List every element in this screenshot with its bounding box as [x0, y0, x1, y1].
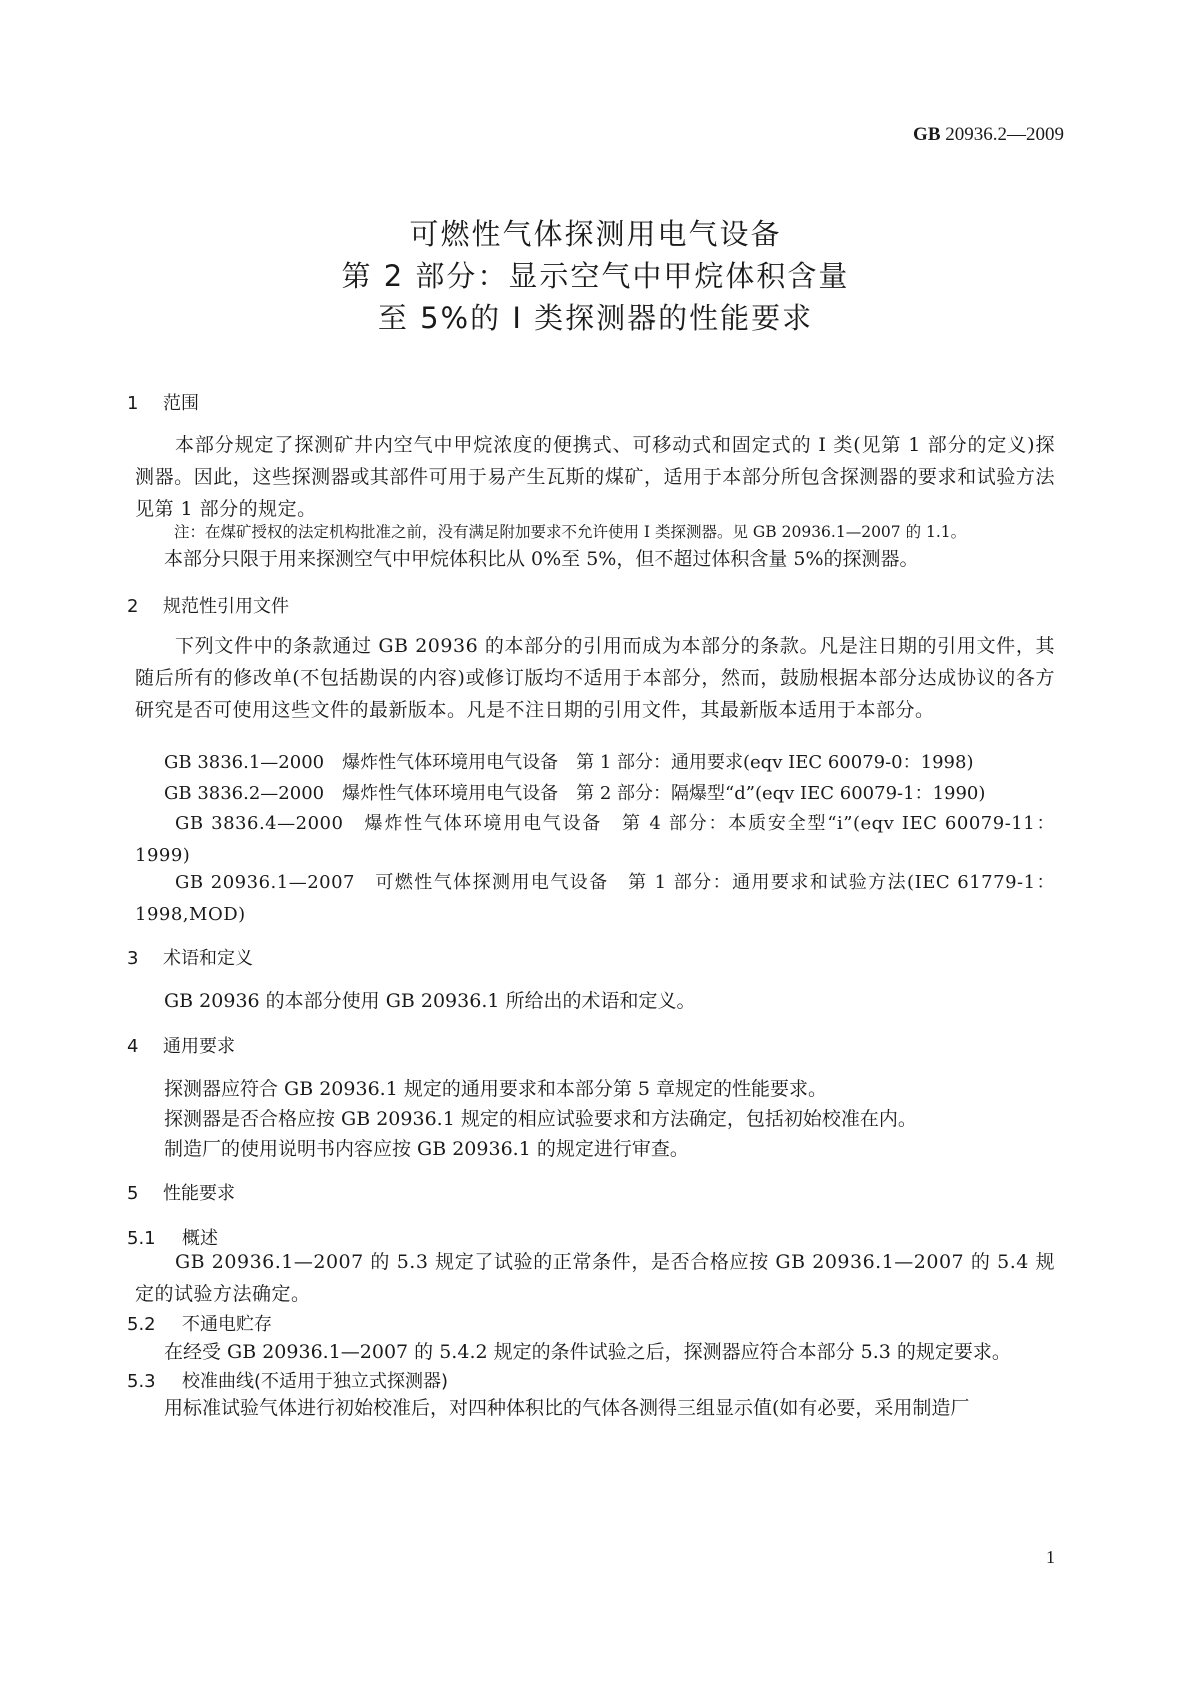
section-2-heading: [127, 592, 289, 618]
section-title: 通用要求: [163, 1036, 235, 1057]
subsection-5-3-paragraph: 用标准试验气体进行初始校准后，对四种体积比的气体各测得三组显示值(如有必要，采用制造厂: [164, 1397, 970, 1419]
subsection-number: 5.1: [127, 1228, 156, 1249]
standard-prefix: GB: [913, 124, 941, 145]
reference-item: GB 3836.4—2000 爆炸性气体环境用电气设备 第 4 部分：本质安全型“i”(eqv IEC 60079-11：1999): [135, 813, 1055, 866]
subsection-5-2-paragraph: 在经受 GB 20936.1—2007 的 5.4.2 规定的条件试验之后，探测器应符合本部分 5.3 的规定要求。: [164, 1341, 1011, 1363]
reference-item: GB 3836.2—2000 爆炸性气体环境用电气设备 第 2 部分：隔爆型“d”(eqv IEC 60079-1：1990): [164, 783, 986, 804]
section-title: 规范性引用文件: [163, 596, 289, 617]
section-5-heading: [127, 1179, 235, 1205]
document-title-line-2: 第 2 部分：显示空气中甲烷体积含量: [341, 259, 850, 293]
section-1-note: 注：在煤矿授权的法定机构批准之前，没有满足附加要求不允许使用 I 类探测器。见 GB 20936.1—2007 的 1.1。: [174, 523, 967, 541]
section-1-paragraph-1: 本部分规定了探测矿井内空气中甲烷浓度的便携式、可移动式和固定式的 I 类(见第 1 部分的定义)探测器。因此，这些探测器或其部件可用于易产生瓦斯的煤矿，适用于本部分所包含探测器的要求和试验方法见第 1 部分的规定。: [135, 434, 1055, 520]
document-title-line-1: 可燃性气体探测用电气设备: [409, 217, 782, 251]
section-4-paragraph-3: 制造厂的使用说明书内容应按 GB 20936.1 的规定进行审查。: [164, 1138, 689, 1160]
section-4-heading: [127, 1032, 235, 1058]
standard-number: [913, 124, 1064, 146]
section-number: 3: [127, 948, 139, 969]
section-number: 5: [127, 1183, 139, 1204]
subsection-title: 校准曲线(不适用于独立式探测器): [182, 1371, 449, 1392]
page-number: 1: [1046, 1547, 1055, 1567]
section-3-heading: [127, 944, 253, 970]
reference-item: GB 3836.1—2000 爆炸性气体环境用电气设备 第 1 部分：通用要求(eqv IEC 60079-0：1998): [164, 752, 974, 773]
subsection-5-2-heading: [127, 1310, 272, 1336]
section-number: 4: [127, 1036, 139, 1057]
subsection-title: 不通电贮存: [182, 1314, 272, 1335]
reference-item: GB 20936.1—2007 可燃性气体探测用电气设备 第 1 部分：通用要求和试验方法(IEC 61779-1：1998,MOD): [135, 872, 1055, 925]
subsection-number: 5.2: [127, 1314, 156, 1335]
document-title-line-3: 至 5%的 I 类探测器的性能要求: [377, 301, 814, 335]
section-title: 性能要求: [163, 1183, 235, 1204]
section-number: 2: [127, 596, 139, 617]
section-4-paragraph-2: 探测器是否合格应按 GB 20936.1 规定的相应试验要求和方法确定，包括初始校准在内。: [164, 1108, 917, 1130]
section-4-paragraph-1: 探测器应符合 GB 20936.1 规定的通用要求和本部分第 5 章规定的性能要求。: [164, 1078, 827, 1100]
subsection-5-1-paragraph: GB 20936.1—2007 的 5.3 规定了试验的正常条件，是否合格应按 GB 20936.1—2007 的 5.4 规定的试验方法确定。: [135, 1251, 1055, 1305]
section-2-paragraph-1: 下列文件中的条款通过 GB 20936 的本部分的引用而成为本部分的条款。凡是注日期的引用文件，其随后所有的修改单(不包括勘误的内容)或修订版均不适用于本部分，然而，鼓励根据本部分达成协议的各方研究是否可使用这些文件的最新版本。凡是不注日期的引用文件，其最新版本适用于本部分。: [135, 635, 1055, 721]
subsection-number: 5.3: [127, 1371, 156, 1392]
section-1-heading: [127, 389, 199, 415]
section-3-paragraph-1: GB 20936 的本部分使用 GB 20936.1 所给出的术语和定义。: [164, 990, 696, 1012]
subsection-title: 概述: [182, 1228, 218, 1249]
standard-code: 20936.2—2009: [945, 124, 1064, 145]
section-number: 1: [127, 393, 139, 414]
section-title: 范围: [163, 393, 199, 414]
section-title: 术语和定义: [163, 948, 253, 969]
section-1-paragraph-2: 本部分只限于用来探测空气中甲烷体积比从 0%至 5%，但不超过体积含量 5%的探测器。: [164, 548, 919, 570]
subsection-5-3-heading: [127, 1367, 448, 1393]
